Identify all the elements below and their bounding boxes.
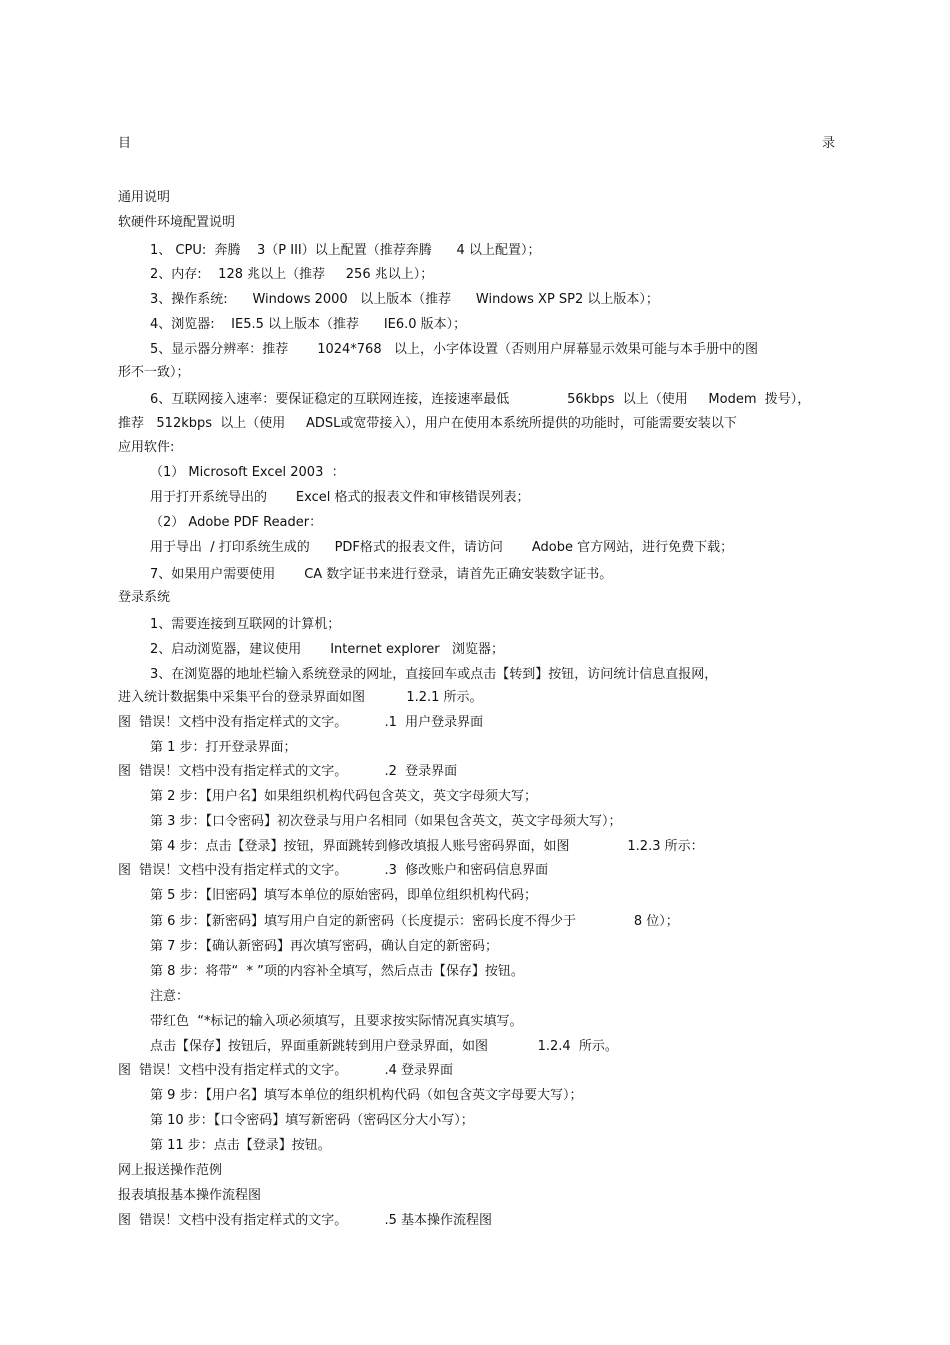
figure-caption-3: 图 错误！文档中没有指定样式的文字。 .3 修改账户和密码信息界面	[118, 863, 549, 878]
login-2: 2、启动浏览器，建议使用 Internet explorer 浏览器；	[150, 642, 505, 657]
env-ca: 7、如果用户需要使用 CA 数字证书来进行登录，请首先正确安装数字证书。	[150, 567, 613, 582]
env-browser: 4、浏览器: IE5.5 以上版本（推荐 IE6.0 版本）；	[150, 317, 467, 332]
login-1: 1、需要连接到互联网的计算机；	[150, 617, 341, 632]
step-3: 第 3 步：【口令密码】初次登录与用户名相同（如果包含英文，英文字母须大写）；	[150, 814, 622, 829]
step-8: 第 8 步：将带“ * ”项的内容补全填写，然后点击【保存】按钮。	[150, 964, 524, 979]
env-resolution: 5、显示器分辨率：推荐 1024*768 以上，小字体设置（否则用户屏幕显示效果可能与本手册中的图	[150, 342, 758, 357]
heading-login: 登录系统	[118, 590, 171, 605]
step-5: 第 5 步：【旧密码】填写本单位的原始密码，即单位组织机构代码；	[150, 888, 538, 903]
login-3-cont: 进入统计数据集中采集平台的登录界面如图 1.2.1 所示。	[118, 690, 483, 705]
env-cpu: 1、 CPU: 奔腾 3（P III）以上配置（推荐奔腾 4 以上配置）；	[150, 243, 541, 258]
login-3: 3、在浏览器的地址栏输入系统登录的网址，直接回车或点击【转到】按钮，访问统计信息直报网，	[150, 667, 718, 682]
software-excel-desc: 用于打开系统导出的 Excel 格式的报表文件和审核错误列表；	[150, 490, 530, 505]
step-9: 第 9 步：【用户名】填写本单位的组织机构代码（如包含英文字母要大写）；	[150, 1088, 583, 1103]
figure-caption-2: 图 错误！文档中没有指定样式的文字。 .2 登录界面	[118, 764, 458, 779]
note-required: 带红色 “*标记的输入项必须填写，且要求按实际情况真实填写。	[150, 1014, 523, 1029]
heading-env: 软硬件环境配置说明	[118, 215, 236, 230]
note-save: 点击【保存】按钮后，界面重新跳转到用户登录界面，如图 1.2.4 所示。	[150, 1039, 618, 1054]
figure-caption-1: 图 错误！文档中没有指定样式的文字。 .1 用户登录界面	[118, 715, 484, 730]
step-4: 第 4 步：点击【登录】按钮，界面跳转到修改填报人账号密码界面，如图 1.2.3 所示：	[150, 839, 704, 854]
step-7: 第 7 步：【确认新密码】再次填写密码，确认自定的新密码；	[150, 939, 499, 954]
heading-online-report: 网上报送操作范例	[118, 1163, 223, 1178]
env-os: 3、操作系统: Windows 2000 以上版本（推荐 Windows XP SP2 以上版本）；	[150, 292, 659, 307]
env-network-cont: 推荐 512kbps 以上（使用 ADSL或宽带接入），用户在使用本系统所提供的功能时，可能需要安装以下	[118, 416, 737, 431]
env-memory: 2、内存: 128 兆以上（推荐 256 兆以上）；	[150, 267, 434, 282]
step-11: 第 11 步：点击【登录】按钮。	[150, 1138, 331, 1153]
software-pdf: （2） Adobe PDF Reader：	[150, 515, 323, 530]
toc-title-right: 录	[822, 136, 836, 151]
figure-caption-5: 图 错误！文档中没有指定样式的文字。 .5 基本操作流程图	[118, 1213, 492, 1228]
software-excel: （1） Microsoft Excel 2003 ：	[150, 465, 345, 480]
step-6: 第 6 步：【新密码】填写用户自定的新密码（长度提示：密码长度不得少于 8 位）；	[150, 914, 679, 929]
step-10: 第 10 步：【口令密码】填写新密码（密码区分大小写）；	[150, 1113, 474, 1128]
note-label: 注意：	[150, 989, 190, 1004]
heading-general: 通用说明	[118, 190, 171, 205]
heading-flowchart: 报表填报基本操作流程图	[118, 1188, 262, 1203]
env-resolution-cont: 形不一致）；	[118, 365, 190, 380]
software-pdf-desc: 用于导出 / 打印系统生成的 PDF格式的报表文件，请访问 Adobe 官方网站，进行免费下载；	[150, 540, 734, 555]
toc-title-left: 目	[118, 136, 132, 151]
figure-caption-4: 图 错误！文档中没有指定样式的文字。 .4 登录界面	[118, 1063, 453, 1078]
step-1: 第 1 步：打开登录界面；	[150, 740, 297, 755]
env-network: 6、互联网接入速率：要保证稳定的互联网连接，连接速率最低 56kbps 以上（使用 Modem 拨号），	[150, 392, 811, 407]
env-software: 应用软件:	[118, 440, 175, 455]
step-2: 第 2 步：【用户名】如果组织机构代码包含英文，英文字母须大写；	[150, 789, 538, 804]
